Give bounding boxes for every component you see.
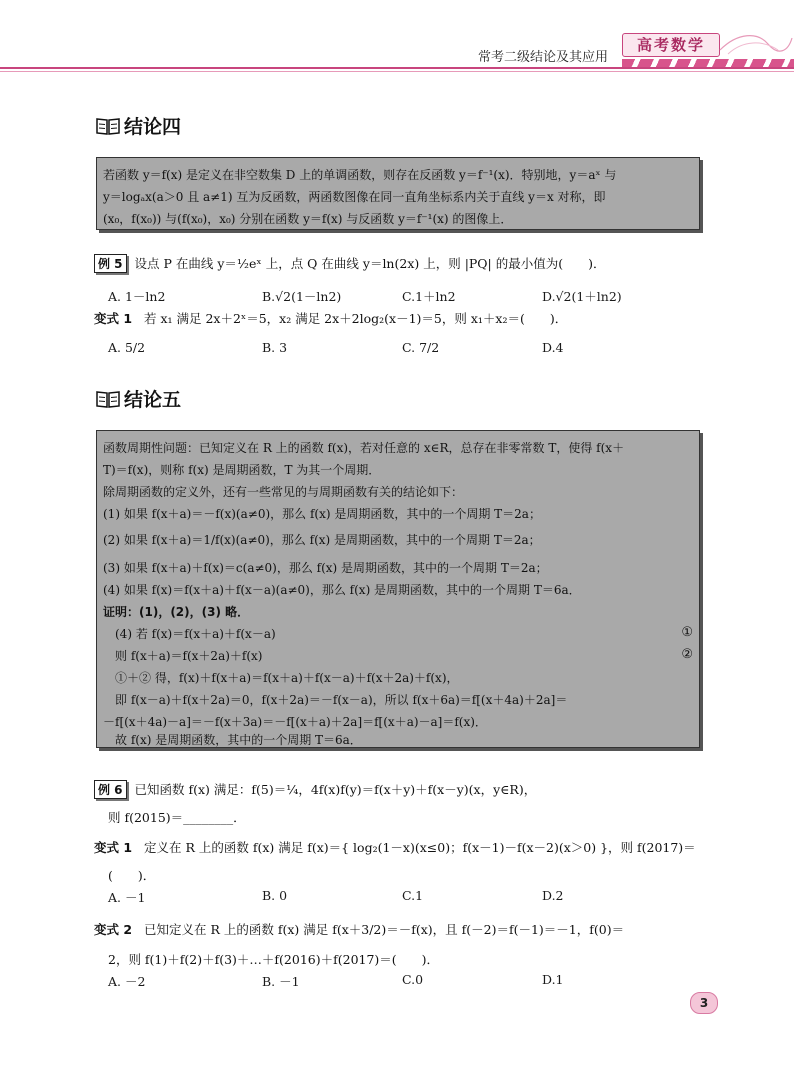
- variant1a-option-d: D.4: [542, 340, 564, 355]
- example5-option-d: D.√2(1＋ln2): [542, 289, 622, 304]
- box4-line-1: 若函数 y＝f(x) 是定义在非空数集 D 上的单调函数，则存在反函数 y＝f⁻¹(x)．特别地，y＝aˣ 与: [103, 168, 617, 182]
- example5-option-c: C.1＋ln2: [402, 289, 456, 304]
- variant1b-option-b: B. 0: [262, 888, 288, 903]
- box5-line-13: －f[(x＋4a)－a]＝－f(x＋3a)＝－f[(x＋a)＋2a]＝f[(x＋a)－a]＝f(x)．: [103, 715, 487, 729]
- variant2-question: [94, 920, 624, 938]
- example5-question: [94, 254, 606, 273]
- box5-line-14: 故 f(x) 是周期函数，其中的一个周期 T＝6a．: [115, 733, 362, 747]
- header-stripes: [622, 59, 794, 67]
- box5-line-11: ①＋② 得，f(x)＋f(x＋a)＝f(x＋a)＋f(x－a)＋f(x＋2a)＋f(x)，: [115, 671, 459, 685]
- variant1a-option-b: B. 3: [262, 340, 288, 355]
- box4-line-3: (x₀，f(x₀)) 与(f(x₀)，x₀) 分别在函数 y＝f(x) 与反函数 y＝f⁻¹(x) 的图像上．: [103, 212, 513, 226]
- equation-mark-1: ①: [681, 625, 693, 640]
- variant2-option-b: B. －1: [262, 974, 300, 989]
- box5-line-10: 则 f(x＋a)＝f(x＋2a)＋f(x): [115, 649, 263, 663]
- variant1a-option-a: A. 5/2: [108, 340, 146, 355]
- variant1b-question-2: ( )．: [108, 868, 156, 883]
- example5-tag: 例 5: [94, 254, 127, 273]
- example6-text: 已知函数 f(x) 满足：f(5)＝¼，4f(x)f(y)＝f(x＋y)＋f(x－y)(x，y∈R)，: [134, 782, 537, 797]
- variant1a-option-c: C. 7/2: [402, 340, 440, 355]
- equation-mark-2: ②: [681, 647, 693, 662]
- variant1b-text: 定义在 R 上的函数 f(x) 满足 f(x)＝{ log₂(1－x)(x≤0)；f(x－1)－f(x－2)(x＞0) }，则 f(2017)＝: [143, 840, 696, 855]
- book-icon: [96, 117, 120, 135]
- box5-line-9: (4) 若 f(x)＝f(x＋a)＋f(x－a): [115, 627, 276, 641]
- book-icon: [96, 390, 120, 408]
- variant1b-option-c: C.1: [402, 888, 424, 903]
- subject-badge: 高考数学: [622, 33, 720, 57]
- box5-line-2: T)＝f(x)，则称 f(x) 是周期函数，T 为其一个周期．: [103, 463, 381, 477]
- header-rule: [0, 67, 794, 69]
- box5-line-12: 即 f(x－a)＋f(x＋2a)＝0，f(x＋2a)＝－f(x－a)，所以 f(x＋6a)＝f[(x＋4a)＋2a]＝: [115, 693, 568, 707]
- box5-proof-heading: 证明：(1)，(2)，(3) 略．: [103, 605, 250, 619]
- box5-line-6: (3) 如果 f(x＋a)＋f(x)＝c(a≠0)，那么 f(x) 是周期函数，其中的一个周期 T＝2a；: [103, 561, 548, 575]
- example6-question-2: 则 f(2015)＝________．: [108, 810, 246, 825]
- page-number: 3: [690, 992, 718, 1014]
- variant2-option-a: A. －2: [108, 974, 146, 989]
- section5-box: [96, 430, 700, 748]
- variant2-label: 变式 2: [94, 922, 133, 937]
- section4-title: 结论四: [124, 116, 182, 138]
- header-rule-thin: [0, 71, 794, 72]
- box4-line-2: y＝logₐx(a＞0 且 a≠1) 互为反函数，两函数图像在同一直角坐标系内关于直线 y＝x 对称，即: [103, 190, 606, 204]
- variant1b-label: 变式 1: [94, 840, 133, 855]
- section5-heading: [96, 385, 181, 412]
- box5-line-4: (1) 如果 f(x＋a)＝－f(x)(a≠0)，那么 f(x) 是周期函数，其中的一个周期 T＝2a；: [103, 507, 541, 521]
- box5-line-5: (2) 如果 f(x＋a)＝1/f(x)(a≠0)，那么 f(x) 是周期函数，其中的一个周期 T＝2a；: [103, 533, 541, 547]
- variant2-option-d: D.1: [542, 972, 564, 987]
- box5-line-3: 除周期函数的定义外，还有一些常见的与周期函数有关的结论如下：: [103, 485, 464, 499]
- section4-heading: [96, 112, 181, 139]
- variant1a-question: [94, 309, 567, 327]
- example5-option-b: B.√2(1－ln2): [262, 289, 342, 304]
- variant1b-option-d: D.2: [542, 888, 564, 903]
- variant1a-label: 变式 1: [94, 311, 133, 326]
- variant1b-option-a: A. －1: [108, 890, 146, 905]
- example6-question: [94, 780, 536, 799]
- box5-line-7: (4) 如果 f(x)＝f(x＋a)＋f(x－a)(a≠0)，那么 f(x) 是周期函数，其中的一个周期 T＝6a．: [103, 583, 581, 597]
- decorative-swirl-icon: [718, 30, 794, 58]
- example5-text: 设点 P 在曲线 y＝½eˣ 上，点 Q 在曲线 y＝ln(2x) 上，则 |PQ| 的最小值为( )．: [134, 256, 606, 271]
- example6-tag: 例 6: [94, 780, 127, 799]
- section4-box: [96, 157, 700, 230]
- variant2-option-c: C.0: [402, 972, 424, 987]
- variant2-text: 已知定义在 R 上的函数 f(x) 满足 f(x＋3/2)＝－f(x)，且 f(－2)＝f(－1)＝－1，f(0)＝: [143, 922, 625, 937]
- variant1b-question: [94, 838, 696, 856]
- box5-line-1: 函数周期性问题：已知定义在 R 上的函数 f(x)，若对任意的 x∈R，总存在非零常数 T，使得 f(x＋: [103, 441, 625, 455]
- variant1a-text: 若 x₁ 满足 2x＋2ˣ＝5，x₂ 满足 2x＋2log₂(x－1)＝5，则 x₁＋x₂＝( )．: [143, 311, 568, 326]
- section5-title: 结论五: [124, 389, 182, 411]
- variant2-question-2: 2，则 f(1)＋f(2)＋f(3)＋…＋f(2016)＋f(2017)＝( )．: [108, 952, 440, 967]
- header-subtitle: 常考二级结论及其应用: [478, 50, 609, 65]
- example5-option-a: A. 1－ln2: [108, 289, 166, 304]
